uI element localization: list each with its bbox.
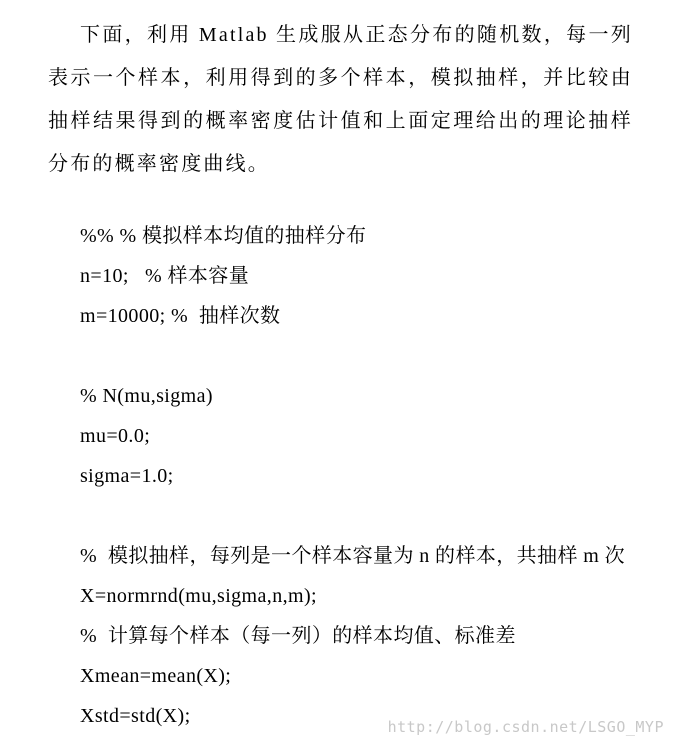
code-line-xmean: Xmean=mean(X); (80, 665, 232, 687)
watermark: http://blog.csdn.net/LSGO_MYP (387, 718, 664, 736)
code-line-comment-compute: % 计算每个样本（每一列）的样本均值、标准差 (80, 625, 516, 647)
code-line-mu: mu=0.0; (80, 425, 151, 447)
intro-paragraph: 下面，利用 Matlab 生成服从正态分布的随机数，每一列表示一个样本，利用得到的多个样本，模拟抽样，并比较由抽样结果得到的概率密度估计值和上面定理给出的理论抽样分布的概率密度曲线。 (48, 24, 633, 175)
code-line-comment-simulate: % 模拟抽样，每列是一个样本容量为 n 的样本，共抽样 m 次 (80, 545, 626, 567)
code-line-normrnd: X=normrnd(mu,sigma,n,m); (80, 585, 317, 607)
code-line-sigma: sigma=1.0; (80, 465, 174, 487)
code-line-m: m=10000; % 抽样次数 (80, 305, 281, 327)
code-line-n: n=10; % 样本容量 (80, 265, 250, 287)
code-line-comment-title: %% % 模拟样本均值的抽样分布 (80, 225, 367, 247)
code-line-xstd: Xstd=std(X); (80, 705, 191, 727)
code-line-comment-normal: % N(mu,sigma) (80, 385, 213, 407)
